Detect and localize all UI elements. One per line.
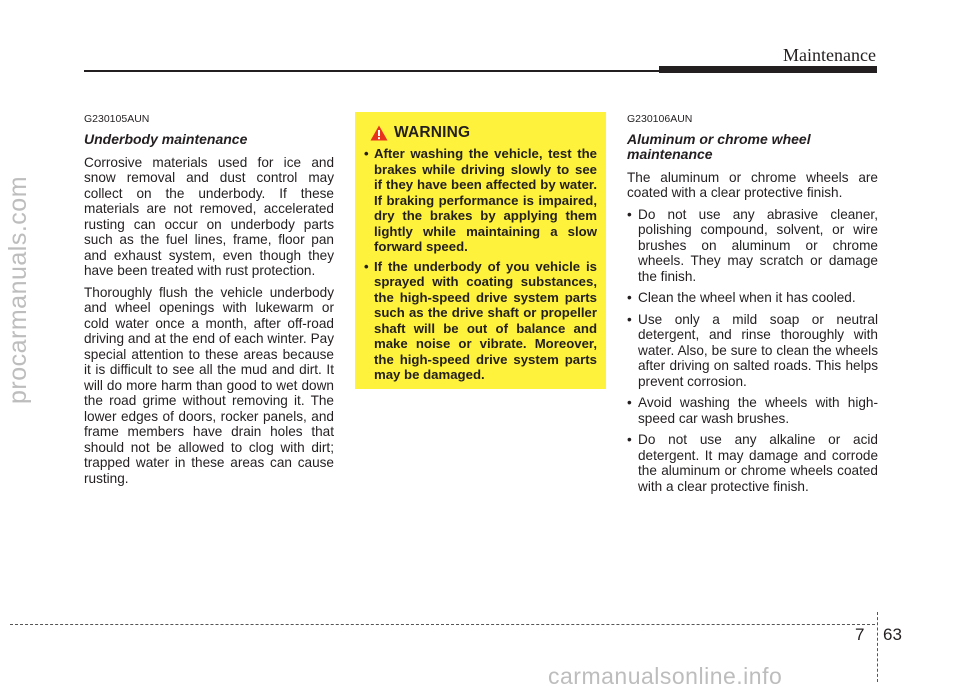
section-heading: Aluminum or chrome wheel maintenance xyxy=(627,130,811,162)
underbody-section xyxy=(84,112,334,492)
paragraph: Thoroughly flush the vehicle underbody and wheel openings with lukewarm or cold water once a month, after off-road driving and at the end of each winter. Pay special attention to these areas because it is difficult to see all the mud and dirt. It will do more harm than good to wet down the road grime without removing it. The lower edges of doors, rocker panels, and frame members have drain holes that should not be allowed to clog with dirt; trapped water in these areas can cause rusting. xyxy=(84,284,334,486)
section-title: Maintenance xyxy=(783,45,876,65)
warning-list xyxy=(364,146,597,383)
list-item: • Clean the wheel when it has cooled. xyxy=(627,290,878,306)
list-item: • Avoid washing the wheels with high-speed car wash brushes. xyxy=(627,395,878,426)
warning-header xyxy=(370,124,597,142)
footer-divider xyxy=(10,624,875,625)
warning-triangle-icon xyxy=(370,125,388,141)
list-item: • Do not use any abrasive cleaner, polishing compound, solvent, or wire brushes on aluminum or chrome wheels. They may scratch or damage the finish. xyxy=(627,207,878,285)
section-code: G230105AUN xyxy=(84,113,150,125)
warning-title: WARNING xyxy=(394,124,471,141)
side-watermark: procarmanuals.com xyxy=(4,175,32,404)
bullet-list xyxy=(627,207,878,495)
chapter-number: 7 xyxy=(855,625,865,644)
list-item: • If the underbody of you vehicle is sprayed with coating substances, the high-speed drive system parts such as the drive shaft or propeller shaft will be out of balance and make noise or vibrate. Moreover, the high-speed drive system parts may be damaged. xyxy=(364,259,597,383)
paragraph: Corrosive materials used for ice and snow removal and dust control may collect on the underbody. If these materials are not removed, accelerated rusting can occur on underbody parts such as the fuel lines, frame, floor pan and exhaust system, even though they have been treated with rust protection. xyxy=(84,154,334,278)
section-code: G230106AUN xyxy=(627,113,693,125)
list-item: • Use only a mild soap or neutral detergent, and rinse thoroughly with water. Also, be sure to clean the wheels after driving on salted roads. This helps prevent corrosion. xyxy=(627,312,878,390)
wheel-maintenance-section xyxy=(627,112,878,500)
warning-box xyxy=(355,112,606,389)
bottom-watermark: carmanualsonline.info xyxy=(548,663,783,689)
header-rule xyxy=(84,70,660,72)
list-item: • Do not use any alkaline or acid detergent. It may damage and corrode the aluminum or chrome wheels coated with a clear protective finish. xyxy=(627,432,878,494)
section-heading: Underbody maintenance xyxy=(84,130,248,147)
paragraph: The aluminum or chrome wheels are coated with a clear protective finish. xyxy=(627,169,878,200)
list-item: • After washing the vehicle, test the brakes while driving slowly to see if they have been affected by water. If braking performance is impaired, dry the brakes by applying them lightly while maintaining a slow forward speed. xyxy=(364,146,597,255)
header-accent-bar xyxy=(659,66,877,73)
footer-vertical-divider xyxy=(877,612,878,682)
page-number: 63 xyxy=(883,625,902,644)
